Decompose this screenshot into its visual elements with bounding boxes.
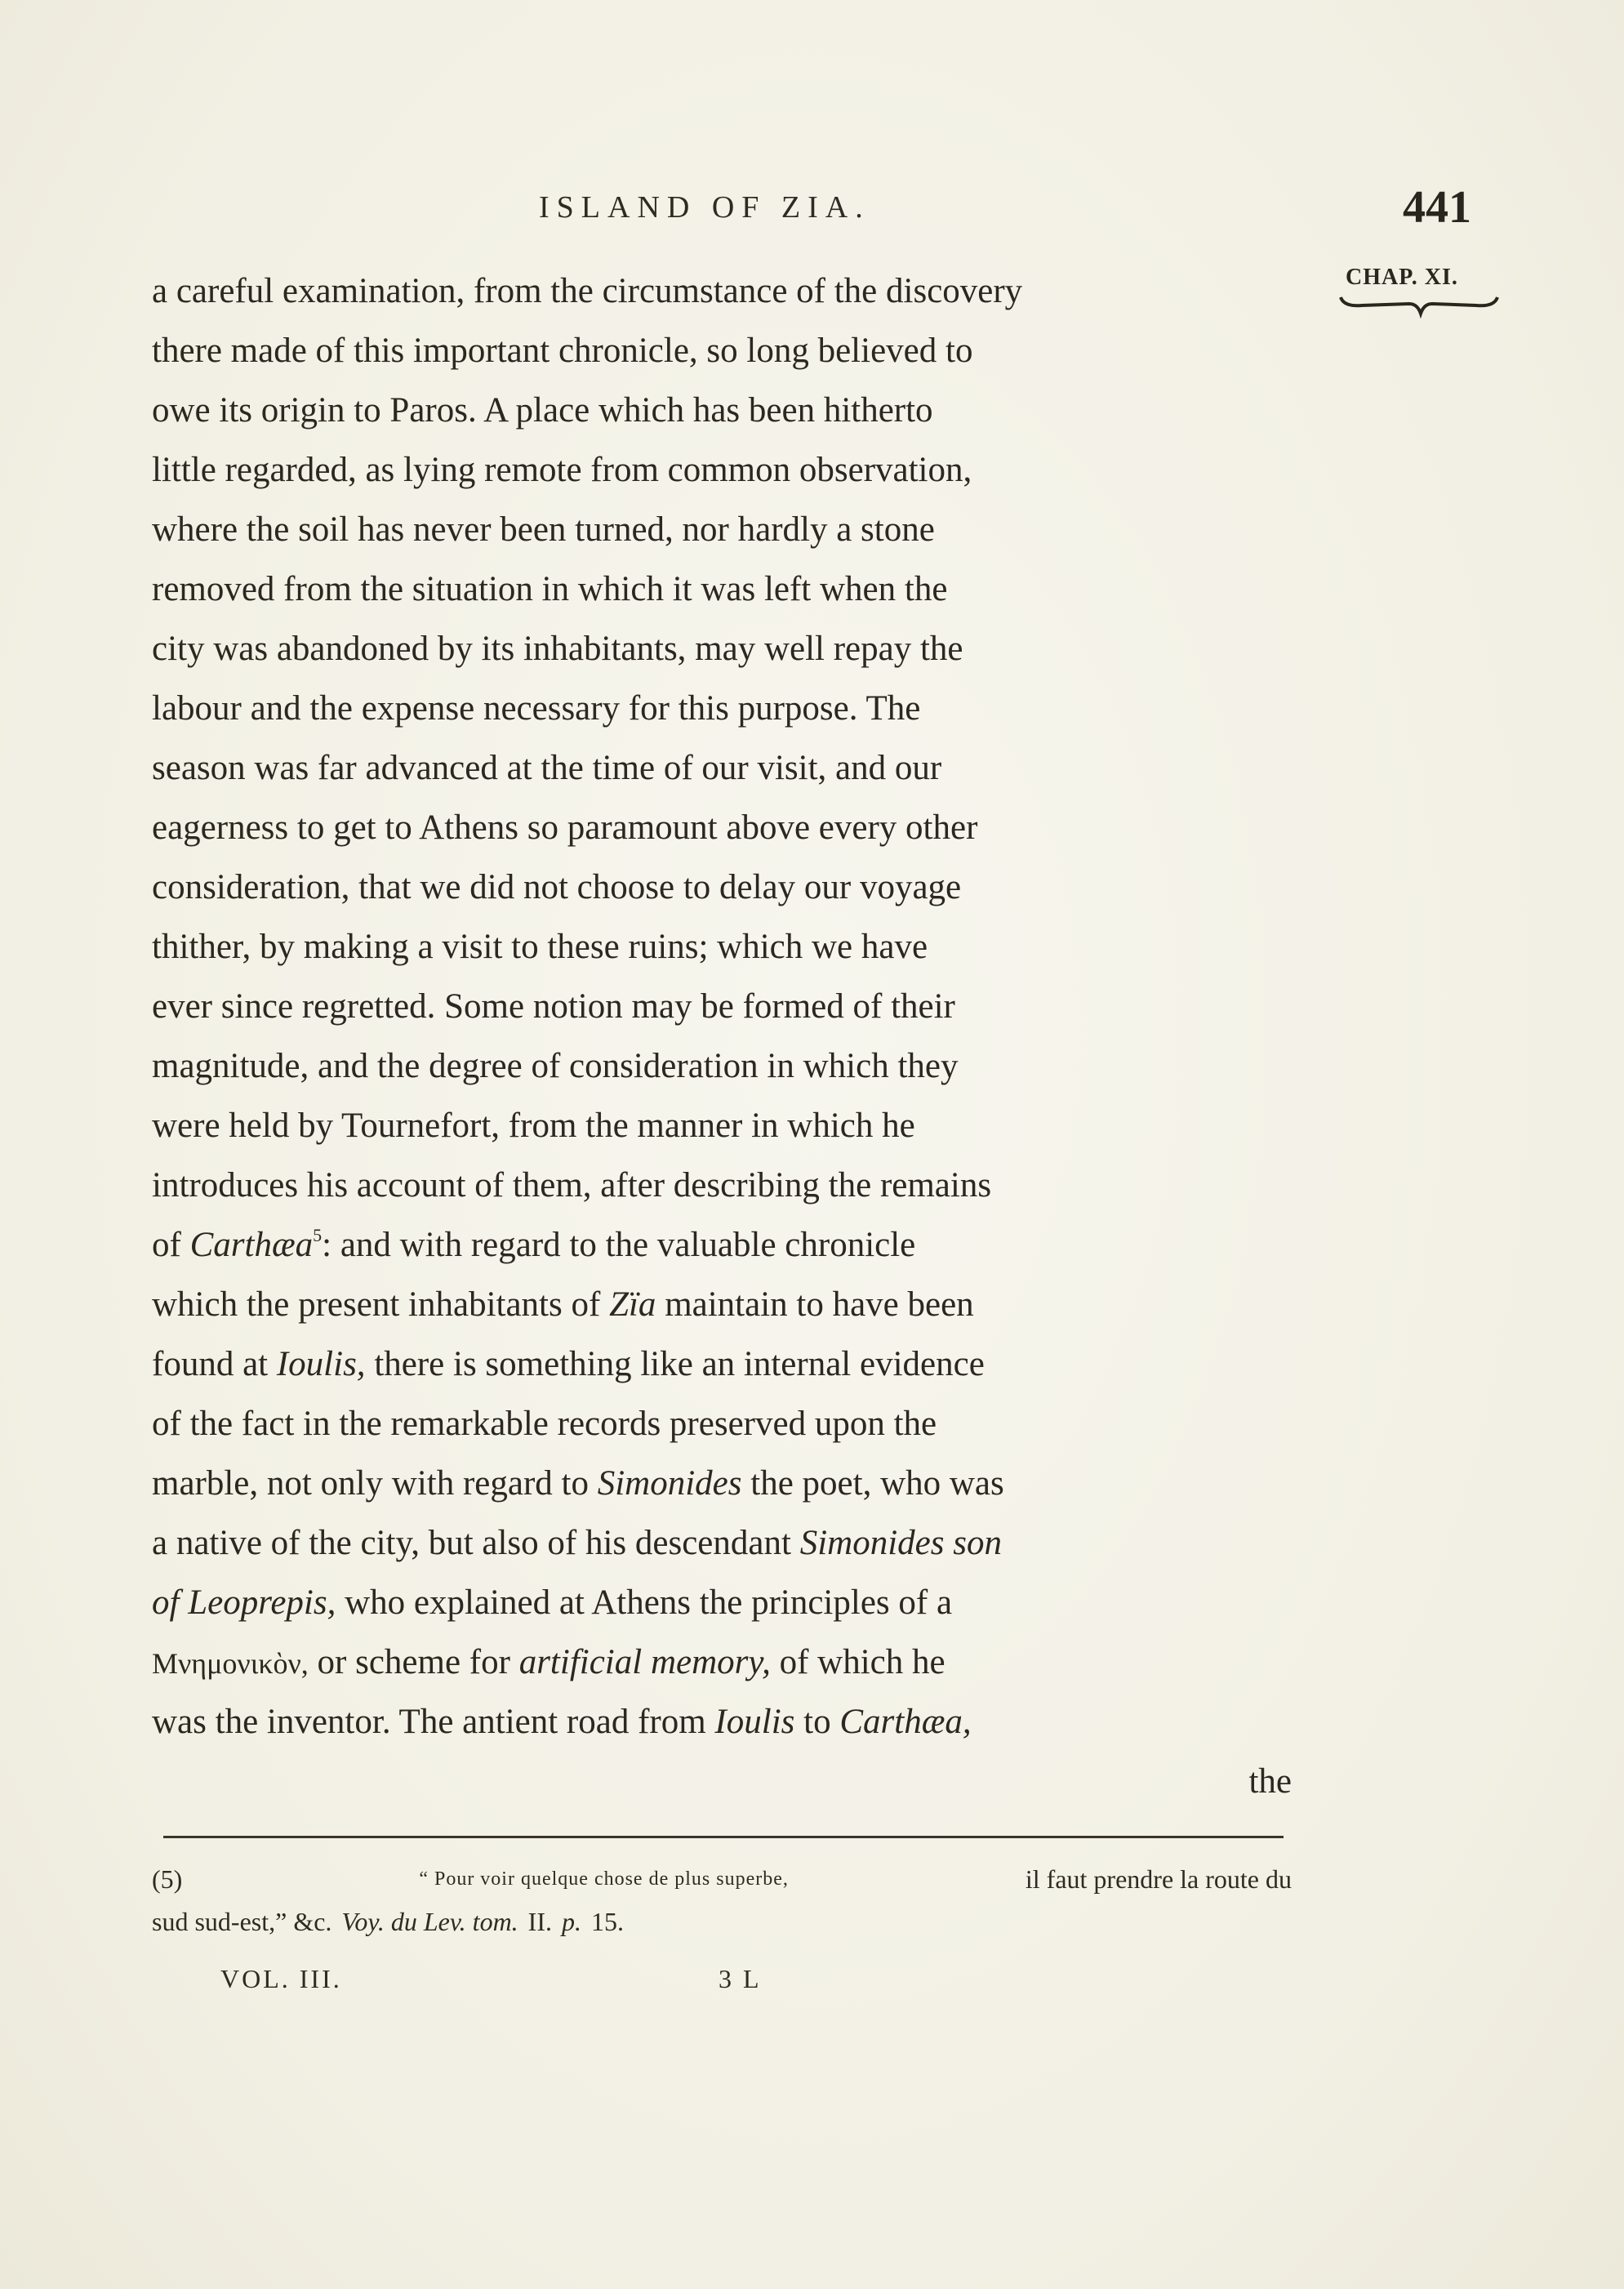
term-artificial-memory: artificial memory, bbox=[518, 1643, 771, 1681]
line-text: eagerness to get to Athens so paramount above every other bbox=[152, 808, 978, 847]
text-line-23 bbox=[152, 1573, 1292, 1632]
chapter-margin-note bbox=[1337, 265, 1501, 330]
place-name-ioulis: Ioulis, bbox=[276, 1345, 366, 1383]
footnote-reference[interactable]: 5 bbox=[313, 1225, 323, 1245]
volume-label: VOL. III. bbox=[220, 1964, 342, 1993]
chapter-label: CHAP. XI. bbox=[1346, 265, 1458, 290]
text-line-7 bbox=[152, 619, 1292, 679]
line-text-start: found at bbox=[152, 1345, 269, 1383]
running-head bbox=[0, 181, 1624, 238]
catchword: the bbox=[1248, 1762, 1292, 1801]
line-text bbox=[152, 1692, 972, 1752]
line-text: labour and the expense necessary for this purpose. The bbox=[152, 689, 921, 728]
text-line-5 bbox=[152, 500, 1292, 559]
person-name-simonides: Simonides bbox=[597, 1464, 742, 1503]
line-text: of the fact in the remarkable records preserved upon the bbox=[152, 1405, 937, 1443]
word: of bbox=[152, 1226, 181, 1264]
text-line-8 bbox=[152, 679, 1292, 738]
footnote-quote: “ Pour voir quelque chose de plus superbe, bbox=[419, 1868, 789, 1890]
place-name-carthaea: Carthæa bbox=[189, 1226, 314, 1264]
line-text bbox=[152, 1513, 1002, 1573]
line-text bbox=[152, 1215, 915, 1275]
line-text: removed from the situation in which it was left when the bbox=[152, 570, 948, 608]
signature-mark: 3 L bbox=[719, 1964, 762, 1993]
line-text: owe its origin to Paros. A place which has been hitherto bbox=[152, 391, 933, 430]
footnote-page-abbrev: p. bbox=[561, 1907, 581, 1936]
person-name-simonides-son: Simonides son bbox=[799, 1524, 1002, 1562]
line-text-mid: or scheme for bbox=[317, 1643, 510, 1681]
text-line-6 bbox=[152, 559, 1292, 619]
text-line-14 bbox=[152, 1036, 1292, 1096]
line-text-rest: maintain to have been bbox=[665, 1285, 974, 1324]
text-line-17 bbox=[152, 1215, 1292, 1275]
footnote-line-1 bbox=[152, 1858, 1292, 1900]
person-name-leoprepis: of Leoprepis, bbox=[152, 1583, 336, 1622]
line-text bbox=[152, 1454, 1004, 1513]
line-text: where the soil has never been turned, nor hardly a stone bbox=[152, 510, 935, 549]
footnote-number: (5) bbox=[152, 1864, 183, 1894]
footnote-quote-rest: il faut prendre la route du bbox=[1025, 1864, 1292, 1894]
place-name-carthaea: Carthæa, bbox=[839, 1703, 972, 1741]
line-text bbox=[152, 1632, 945, 1692]
footnote-rule bbox=[163, 1836, 1284, 1838]
footnote-line-2 bbox=[152, 1900, 1292, 1943]
text-line-9 bbox=[152, 738, 1292, 798]
line-text-rest: there is something like an internal evidence bbox=[374, 1345, 985, 1383]
line-text: ever since regretted. Some notion may be formed of their bbox=[152, 987, 955, 1026]
line-text-start: which the present inhabitants of bbox=[152, 1285, 601, 1324]
line-text-start: was the inventor. The antient road from bbox=[152, 1703, 706, 1741]
text-line-4 bbox=[152, 440, 1292, 500]
text-line-10 bbox=[152, 798, 1292, 857]
line-text: little regarded, as lying remote from common observation, bbox=[152, 451, 972, 489]
brace-ornament-icon bbox=[1337, 294, 1501, 318]
signature-line bbox=[220, 1964, 955, 2005]
line-text: thither, by making a visit to these ruins; which we have bbox=[152, 928, 928, 966]
line-text bbox=[152, 1275, 974, 1334]
text-line-25 bbox=[152, 1692, 1292, 1752]
greek-word: Μνημονικὸν, bbox=[152, 1647, 309, 1680]
footnote-volume: II. bbox=[527, 1907, 552, 1936]
text-line-19 bbox=[152, 1334, 1292, 1394]
line-text-rest: of which he bbox=[779, 1643, 945, 1681]
line-text bbox=[152, 1334, 985, 1394]
line-text-start: marble, not only with regard to bbox=[152, 1464, 589, 1503]
text-line-24 bbox=[152, 1632, 1292, 1692]
footnote bbox=[152, 1858, 1292, 1943]
line-text: there made of this important chronicle, so long believed to bbox=[152, 332, 973, 370]
text-line-20 bbox=[152, 1394, 1292, 1454]
line-text: magnitude, and the degree of consideration in which they bbox=[152, 1047, 959, 1085]
footnote-source-title: Voy. du Lev. tom. bbox=[341, 1907, 518, 1936]
text-line-21 bbox=[152, 1454, 1292, 1513]
line-text: introduces his account of them, after describing the remains bbox=[152, 1166, 992, 1205]
line-text-rest: the poet, who was bbox=[750, 1464, 1004, 1503]
line-text: season was far advanced at the time of our visit, and our bbox=[152, 749, 942, 787]
line-text: were held by Tournefort, from the manner in which he bbox=[152, 1107, 915, 1145]
catchword-line bbox=[152, 1752, 1292, 1811]
text-line-2 bbox=[152, 321, 1292, 381]
text-line-3 bbox=[152, 381, 1292, 440]
line-text bbox=[152, 1573, 952, 1632]
running-title: ISLAND OF ZIA. bbox=[539, 190, 870, 225]
footnote-text: sud sud-est,” &c. bbox=[152, 1907, 332, 1936]
word: to bbox=[803, 1703, 831, 1741]
text-line-16 bbox=[152, 1156, 1292, 1215]
text-line-11 bbox=[152, 857, 1292, 917]
text-line-12 bbox=[152, 917, 1292, 977]
place-name-zia: Zïa bbox=[609, 1285, 656, 1324]
page-number: 441 bbox=[1403, 182, 1471, 233]
text-line-1 bbox=[152, 261, 1292, 321]
line-text-start: a native of the city, but also of his descendant bbox=[152, 1524, 791, 1562]
text-line-18 bbox=[152, 1275, 1292, 1334]
body-text bbox=[152, 261, 1292, 1811]
line-text: city was abandoned by its inhabitants, may well repay the bbox=[152, 630, 963, 668]
line-text-rest: who explained at Athens the principles of a bbox=[345, 1583, 953, 1622]
line-text: consideration, that we did not choose to delay our voyage bbox=[152, 868, 962, 906]
place-name-ioulis: Ioulis bbox=[714, 1703, 795, 1741]
footnote-page-number: 15. bbox=[590, 1907, 624, 1936]
text-line-15 bbox=[152, 1096, 1292, 1156]
line-text-rest: : and with regard to the valuable chronicle bbox=[322, 1226, 916, 1264]
text-line-22 bbox=[152, 1513, 1292, 1573]
text-line-13 bbox=[152, 977, 1292, 1036]
line-text: a careful examination, from the circumstance of the discovery bbox=[152, 272, 1023, 310]
